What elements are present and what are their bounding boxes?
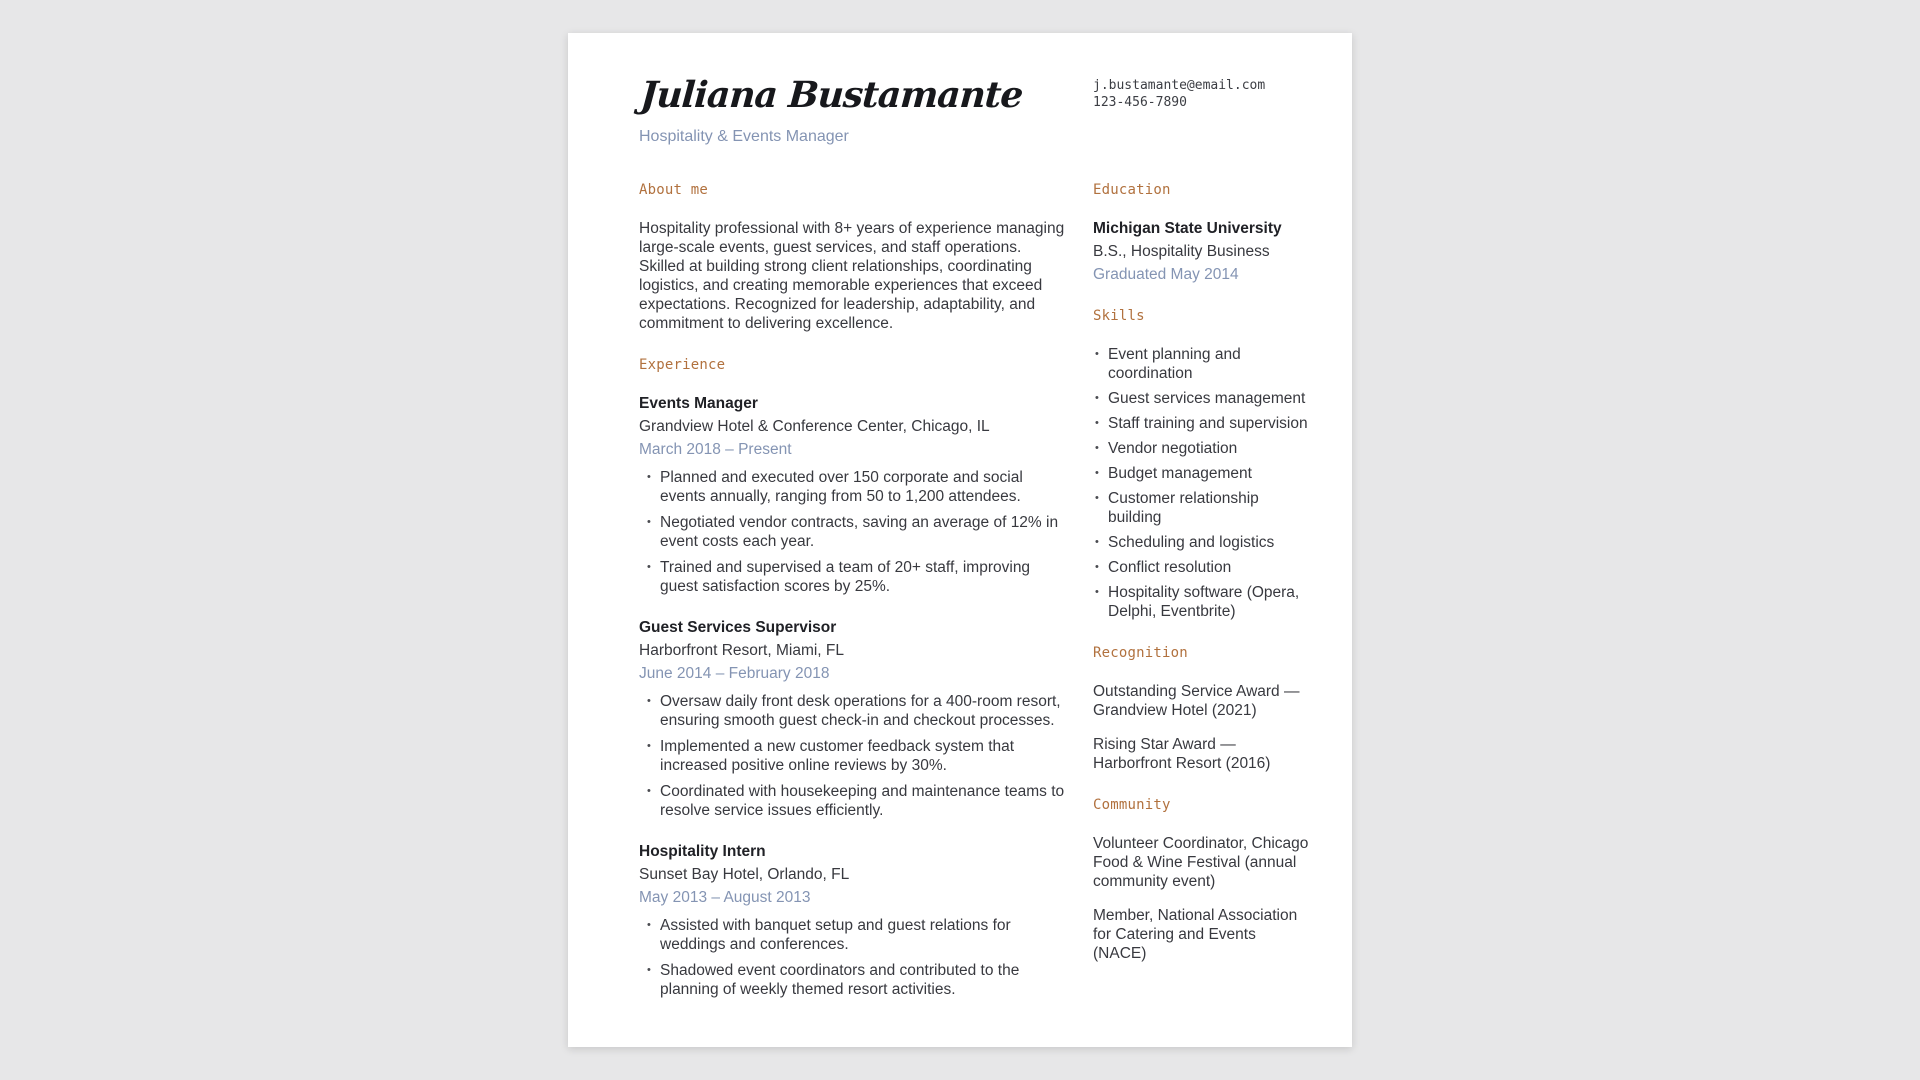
skill-item: • Vendor negotiation: [1093, 439, 1310, 458]
skills-heading: Skills: [1093, 308, 1145, 324]
skill-item: • Hospitality software (Opera, Delphi, Eventbrite): [1093, 583, 1310, 621]
skill-item: • Guest services management: [1093, 389, 1310, 408]
job-bullet: • Trained and supervised a team of 20+ staff, improving guest satisfaction scores by 25%.: [639, 558, 1065, 596]
person-job-title: Hospitality & Events Manager: [639, 128, 849, 145]
education-school: Michigan State University: [1093, 220, 1282, 237]
job-bullet-list: [639, 468, 1065, 596]
skill-item: • Scheduling and logistics: [1093, 533, 1310, 552]
resume-page: [568, 33, 1352, 1047]
job-bullet: • Assisted with banquet setup and guest relations for weddings and conferences.: [639, 916, 1065, 954]
skill-item: • Customer relationship building: [1093, 489, 1310, 527]
recognition-heading: Recognition: [1093, 645, 1188, 661]
main-column: [639, 182, 1065, 1006]
community-section: [1093, 797, 1310, 963]
side-column: [1093, 182, 1310, 1006]
skills-section: [1093, 308, 1310, 621]
job-bullet-list: [639, 916, 1065, 999]
experience-section: [639, 357, 1065, 999]
recognition-section: [1093, 645, 1310, 773]
job-bullet: • Planned and executed over 150 corporate and social events annually, ranging from 50 to 1,200 attendees.: [639, 468, 1065, 506]
education-degree: B.S., Hospitality Business: [1093, 243, 1270, 260]
job-title: Guest Services Supervisor: [639, 619, 837, 636]
contact-block: [1093, 73, 1310, 146]
recognition-item: Outstanding Service Award — Grandview Hotel (2021): [1093, 683, 1300, 719]
contact-email: j.bustamante@email.com: [1093, 78, 1266, 93]
job-bullet-list: [639, 692, 1065, 820]
decorative-gradient-strip: [568, 33, 600, 1047]
job-dates: May 2013 – August 2013: [639, 889, 811, 906]
job-dates: March 2018 – Present: [639, 441, 792, 458]
job-company: Harborfront Resort, Miami, FL: [639, 642, 844, 659]
contact-phone: 123-456-7890: [1093, 95, 1187, 110]
resume-columns: [639, 182, 1310, 1006]
resume-header: [639, 73, 1310, 146]
job-company: Grandview Hotel & Conference Center, Chicago, IL: [639, 418, 990, 435]
education-heading: Education: [1093, 182, 1171, 198]
skill-item: • Staff training and supervision: [1093, 414, 1310, 433]
person-name: Juliana Bustamante: [639, 74, 1024, 116]
job-entry: [639, 618, 1065, 820]
education-graduation: Graduated May 2014: [1093, 266, 1239, 283]
recognition-item: Rising Star Award — Harborfront Resort (2016): [1093, 736, 1271, 772]
job-company: Sunset Bay Hotel, Orlando, FL: [639, 866, 850, 883]
skill-item: • Event planning and coordination: [1093, 345, 1310, 383]
education-section: [1093, 182, 1310, 284]
job-entry: [639, 394, 1065, 596]
experience-heading: Experience: [639, 357, 726, 373]
job-title: Hospitality Intern: [639, 843, 766, 860]
community-item: Volunteer Coordinator, Chicago Food & Wine Festival (annual community event): [1093, 835, 1309, 890]
skills-list: [1093, 345, 1310, 621]
about-heading: About me: [639, 182, 709, 198]
identity-block: [639, 73, 1065, 146]
skill-item: • Conflict resolution: [1093, 558, 1310, 577]
job-bullet: • Implemented a new customer feedback system that increased positive online reviews by 30%.: [639, 737, 1065, 775]
job-entry: [639, 842, 1065, 999]
resume-content: [600, 33, 1352, 1047]
job-bullet: • Negotiated vendor contracts, saving an average of 12% in event costs each year.: [639, 513, 1065, 551]
job-dates: June 2014 – February 2018: [639, 665, 830, 682]
skill-item: • Budget management: [1093, 464, 1310, 483]
job-title: Events Manager: [639, 395, 758, 412]
community-heading: Community: [1093, 797, 1171, 813]
job-bullet: • Oversaw daily front desk operations for a 400-room resort, ensuring smooth guest check-in and checkout processes.: [639, 692, 1065, 730]
job-bullet: • Coordinated with housekeeping and maintenance teams to resolve service issues efficiently.: [639, 782, 1065, 820]
community-item: Member, National Association for Catering and Events (NACE): [1093, 907, 1298, 962]
job-bullet: • Shadowed event coordinators and contributed to the planning of weekly themed resort activities.: [639, 961, 1065, 999]
about-section: [639, 182, 1065, 333]
about-text: Hospitality professional with 8+ years of experience managing large-scale events, guest services, and staff operations. Skilled at building strong client relationships, coordinating logistics, and creating memorable experiences that exceed expectations. Recognized for leadership, adaptability, and commitment to delivering excellence.: [639, 220, 1065, 332]
